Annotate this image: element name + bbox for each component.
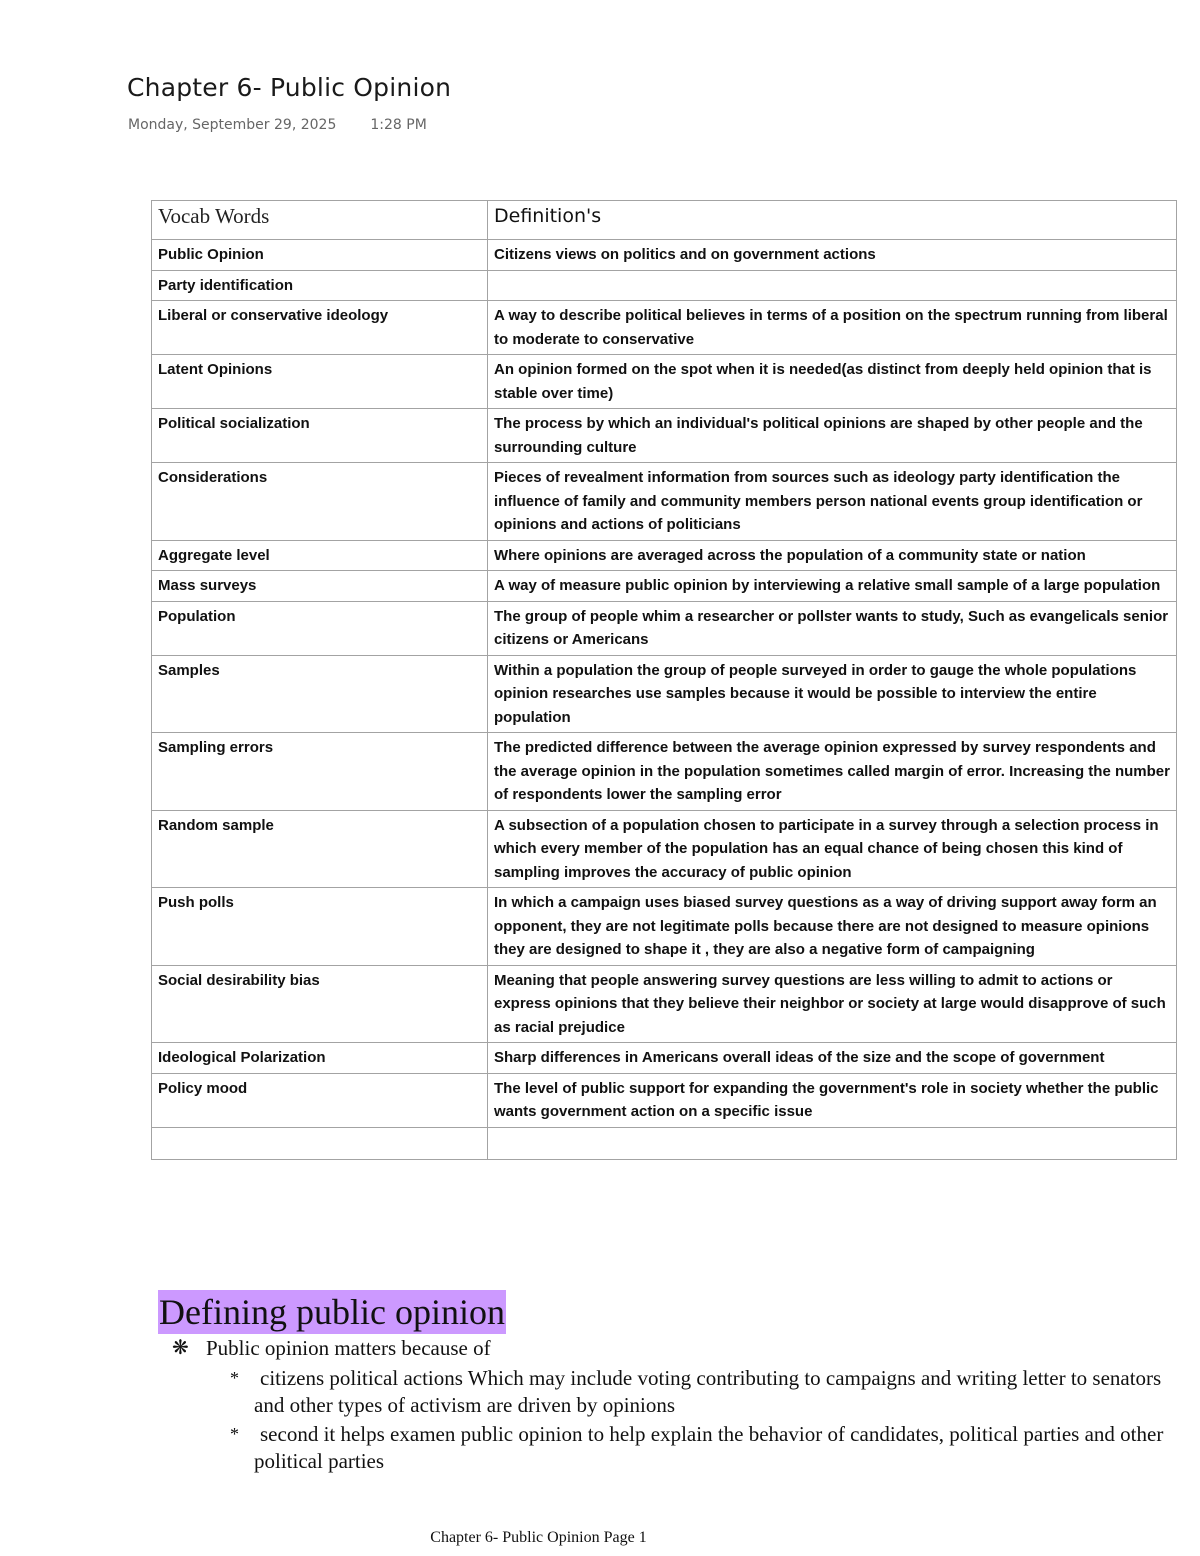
vocab-term-cell[interactable]: Social desirability bias — [152, 965, 488, 1043]
definition-cell[interactable]: An opinion formed on the spot when it is needed(as distinct from deeply held opinion that is stable over time) — [488, 355, 1177, 409]
page-metadata — [128, 117, 427, 133]
definition-cell[interactable]: The predicted difference between the average opinion expressed by survey respondents and the average opinion in the population sometimes called margin of error. Increasing the number of respondents lower the sampling error — [488, 733, 1177, 811]
definition-cell[interactable]: The group of people whim a researcher or pollster wants to study, Such as evangelicals senior citizens or Americans — [488, 601, 1177, 655]
vocab-term-cell[interactable]: Political socialization — [152, 409, 488, 463]
list-item — [172, 1335, 1182, 1363]
table-row — [152, 601, 1177, 655]
definition-cell[interactable]: Meaning that people answering survey questions are less willing to admit to actions or express opinions that they believe their neighbor or society at large would disapprove of such as racial prejudice — [488, 965, 1177, 1043]
definition-cell[interactable] — [488, 270, 1177, 301]
vocab-table — [151, 200, 1177, 1160]
vocab-term-cell[interactable]: Policy mood — [152, 1073, 488, 1127]
definition-cell[interactable]: Sharp differences in Americans overall ideas of the size and the scope of government — [488, 1043, 1177, 1074]
sub-list-item — [172, 1365, 1182, 1420]
sub-bullet-list — [172, 1365, 1182, 1476]
vocab-term-cell[interactable]: Samples — [152, 655, 488, 733]
vocab-term-cell[interactable]: Sampling errors — [152, 733, 488, 811]
bullet-text: Public opinion matters because of — [206, 1336, 491, 1360]
vocab-term-cell[interactable]: Ideological Polarization — [152, 1043, 488, 1074]
sub-bullet-text: second it helps examen public opinion to help explain the behavior of candidates, political parties and other political parties — [254, 1421, 1164, 1473]
definition-cell[interactable]: A way of measure public opinion by interviewing a relative small sample of a large population — [488, 571, 1177, 602]
table-row — [152, 355, 1177, 409]
asterisk-bullet-icon: * — [230, 1367, 239, 1388]
table-row — [152, 655, 1177, 733]
vocab-term-cell[interactable] — [152, 1127, 488, 1159]
table-row — [152, 240, 1177, 271]
vocab-term-cell[interactable]: Aggregate level — [152, 540, 488, 571]
vocab-term-cell[interactable]: Mass surveys — [152, 571, 488, 602]
table-header-row — [152, 201, 1177, 240]
table-row — [152, 540, 1177, 571]
sub-bullet-text: citizens political actions Which may include voting contributing to campaigns and writing letter to senators and other types of activism are driven by opinions — [254, 1365, 1162, 1417]
definition-cell[interactable]: A subsection of a population chosen to participate in a survey through a selection process in which every member of the population has an equal chance of being chosen this kind of sampling improves the accuracy of public opinion — [488, 810, 1177, 888]
table-row — [152, 1073, 1177, 1127]
asterisk-bullet-icon: * — [230, 1423, 239, 1444]
sub-list-item — [172, 1421, 1182, 1476]
table-row — [152, 301, 1177, 355]
vocab-term-cell[interactable]: Random sample — [152, 810, 488, 888]
table-row — [152, 810, 1177, 888]
definition-cell[interactable]: A way to describe political believes in terms of a position on the spectrum running from liberal to moderate to conservative — [488, 301, 1177, 355]
definition-cell[interactable] — [488, 1127, 1177, 1159]
table-row — [152, 888, 1177, 966]
definition-cell[interactable]: Within a population the group of people surveyed in order to gauge the whole populations opinion researches use samples because it would be possible to interview the entire population — [488, 655, 1177, 733]
table-row — [152, 1043, 1177, 1074]
star-bullet-icon: ❋ — [172, 1337, 189, 1359]
vocab-term-cell[interactable]: Liberal or conservative ideology — [152, 301, 488, 355]
vocab-term-cell[interactable]: Population — [152, 601, 488, 655]
table-row — [152, 409, 1177, 463]
bullet-list — [172, 1335, 1182, 1477]
table-row — [152, 270, 1177, 301]
table-row — [152, 463, 1177, 541]
vocab-term-cell[interactable]: Latent Opinions — [152, 355, 488, 409]
definition-cell[interactable]: In which a campaign uses biased survey questions as a way of driving support away form an opponent, they are not legitimate polls because there are not designed to measure opinions they are designed to shape it , they are also a negative form of campaigning — [488, 888, 1177, 966]
definition-cell[interactable]: The process by which an individual's political opinions are shaped by other people and the surrounding culture — [488, 409, 1177, 463]
vocab-term-cell[interactable]: Push polls — [152, 888, 488, 966]
definition-cell[interactable]: Pieces of revealment information from sources such as ideology party identification the influence of family and community members person national events group identification or opinions and actions of politicians — [488, 463, 1177, 541]
table-row — [152, 1127, 1177, 1159]
table-row — [152, 965, 1177, 1043]
page-footer: Chapter 6- Public Opinion Page 1 — [430, 1529, 647, 1546]
table-row — [152, 733, 1177, 811]
header-vocab-words[interactable]: Vocab Words — [152, 201, 488, 240]
page-title: Chapter 6- Public Opinion — [127, 73, 452, 102]
header-definitions[interactable]: Definition's — [488, 201, 1177, 240]
table-row — [152, 571, 1177, 602]
vocab-term-cell[interactable]: Party identification — [152, 270, 488, 301]
definition-cell[interactable]: Citizens views on politics and on government actions — [488, 240, 1177, 271]
page-date: Monday, September 29, 2025 — [128, 117, 337, 133]
page-time: 1:28 PM — [370, 117, 427, 133]
definition-cell[interactable]: Where opinions are averaged across the population of a community state or nation — [488, 540, 1177, 571]
definition-cell[interactable]: The level of public support for expanding the government's role in society whether the public wants government action on a specific issue — [488, 1073, 1177, 1127]
vocab-term-cell[interactable]: Considerations — [152, 463, 488, 541]
vocab-term-cell[interactable]: Public Opinion — [152, 240, 488, 271]
section-heading: Defining public opinion — [159, 1292, 505, 1332]
